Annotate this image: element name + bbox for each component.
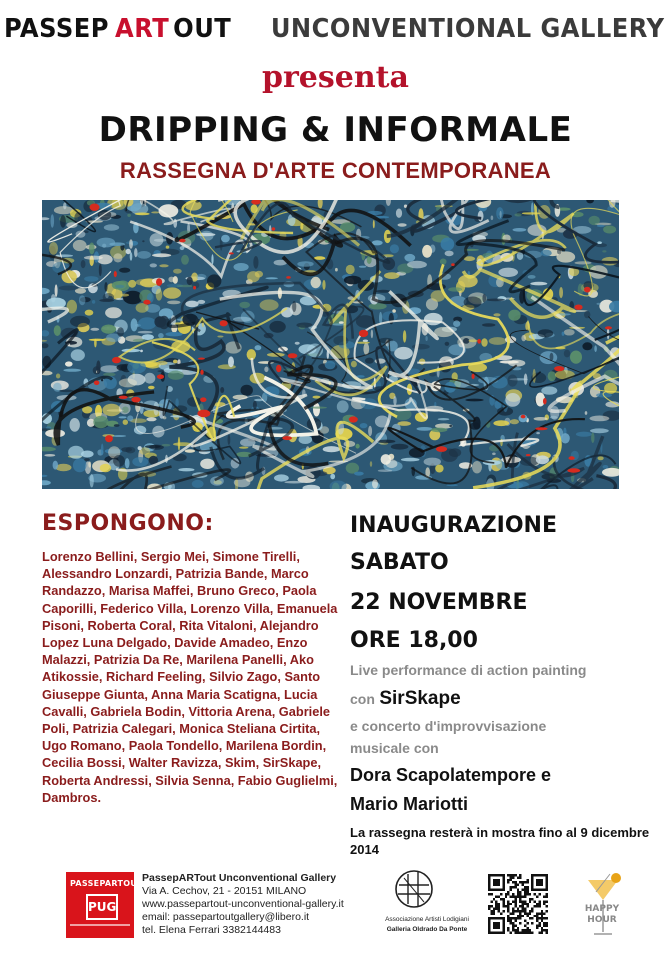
presenta-heading: presenta [262, 60, 409, 95]
musician-1: Dora Scapolatempore e [350, 765, 552, 785]
performance-line: Live performance di action painting [350, 662, 587, 678]
concert-line-1: e concerto d'improvvisazione [350, 718, 547, 734]
performer-name: SirSkape [379, 688, 461, 709]
contact-gallery-name: PassepARTout Unconventional Gallery [142, 872, 337, 884]
page-title: DRIPPING & INFORMALE [98, 110, 573, 150]
brand-part2: ART [114, 14, 170, 44]
pug-logo-mark: PUG [86, 894, 118, 920]
painting-image [42, 200, 619, 489]
pug-logo [66, 872, 143, 938]
assoc-logo [394, 868, 434, 914]
inauguration-label: INAUGURAZIONE [350, 513, 557, 538]
brand-gallery: UNCONVENTIONAL GALLERY [270, 14, 665, 44]
concert-line-2: musicale con [350, 740, 439, 756]
closing-note: La rassegna resterà in mostra fino al 9 dicembre 2014 [350, 825, 650, 857]
pug-logo-top: PASSEPARTOUT [70, 879, 143, 888]
assoc-gallery: Galleria Oldrado Da Ponte [386, 926, 468, 933]
gallery-brand [0, 14, 671, 44]
performer-line [350, 688, 461, 710]
page-subtitle: RASSEGNA D'ARTE CONTEMPORANEA [119, 158, 552, 183]
happy-hour-label: HAPPY HOUR [584, 904, 620, 925]
event-date: 22 NOVEMBRE [350, 590, 528, 615]
contact-email[interactable]: email: passepartoutgallery@libero.it [142, 911, 310, 923]
con-label: con [350, 691, 375, 707]
brand-part1: PASSEP [3, 14, 109, 44]
contact-website[interactable]: www.passepartout-unconventional-gallery.it [142, 898, 344, 910]
assoc-name: Associazione Artisti Lodigiani [385, 916, 469, 923]
contact-address: Via A. Cechov, 21 - 20151 MILANO [142, 885, 307, 897]
pug-logo-line [70, 924, 130, 926]
musician-2: Mario Mariotti [350, 794, 469, 814]
qr-code[interactable] [488, 874, 548, 934]
event-day: SABATO [350, 550, 449, 575]
gallery-contact [142, 872, 382, 937]
brand-part3: OUT [173, 14, 232, 44]
artists-heading: ESPONGONO: [42, 511, 214, 536]
artists-list: Lorenzo Bellini, Sergio Mei, Simone Tirelli, Alessandro Lonzardi, Patrizia Bande, Marco Randazzo, Marisa Maffei, Bruno Greco, Paola Caporilli, Federico Villa, Lorenzo Villa, Emanuela Pisoni, Roberta Coral, Rita Vitaloni, Alejandro Lopez Luna Delgado, Davide Amadeo, Enzo Malazzi, Patrizia Da Re, Marilena Panelli, Ako Atikossie, Richard Feeling, Silvio Zago, Santo Giuseppe Giunta, Anna Maria Scatigna, Lucia Cavalli, Gabriela Bodin, Vittoria Arena, Gabriele Poli, Patrizia Calegari, Monica Steliana Cirtita, Ugo Romano, Paola Tondello, Marilena Bordin, Cecilia Bossi, Walter Ravizza, Skim, SirSkape, Roberta Andressi, Silvia Senna, Fabio Guglielmi, Dambros. [42, 549, 338, 805]
contact-phone: tel. Elena Ferrari 3382144483 [142, 924, 281, 936]
event-time: ORE 18,00 [350, 628, 478, 653]
